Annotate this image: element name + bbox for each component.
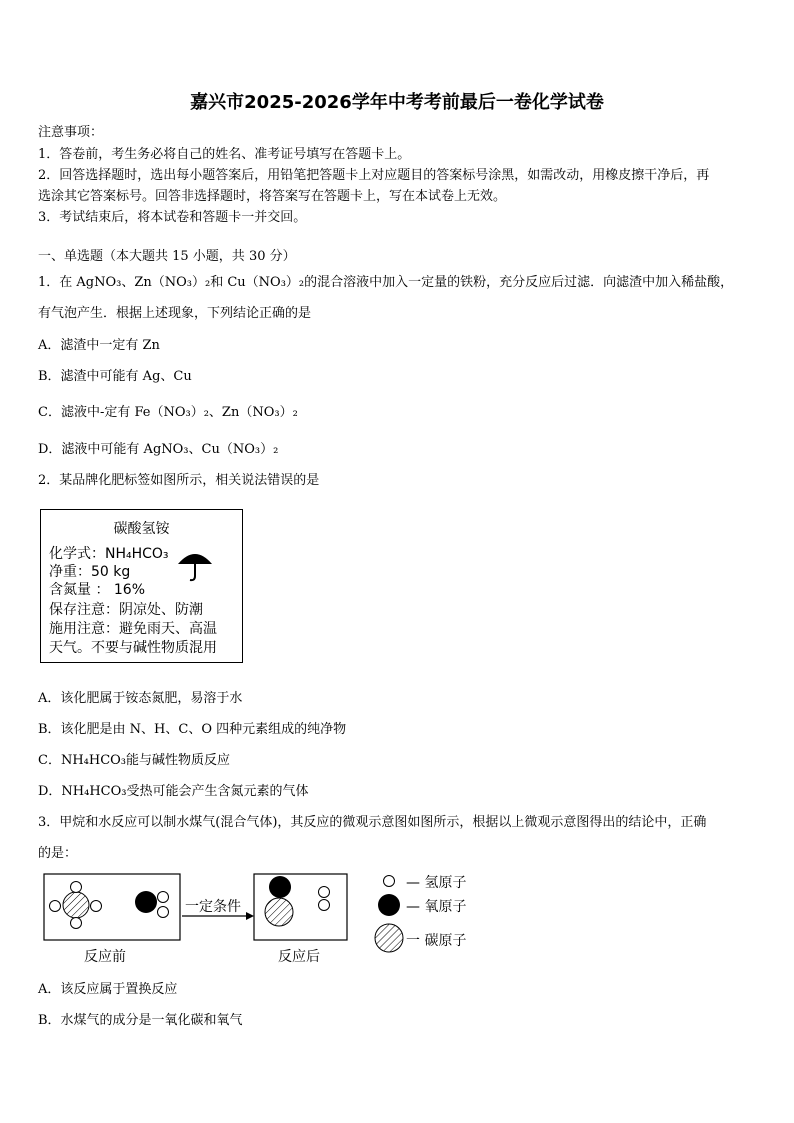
q1-stem-line1: 1．在 AgNO₃、Zn（NO₃）₂和 Cu（NO₃）₂的混合溶液中加入一定量的铁粉，充分反应后过滤．向滤渣中加入稀盐酸， bbox=[38, 275, 734, 290]
legend-oxygen bbox=[378, 894, 400, 916]
oxygen-atom bbox=[269, 876, 291, 898]
umbrella-icon bbox=[177, 550, 213, 582]
q1-option-c: C．滤液中-定有 Fe（NO₃）₂、Zn（NO₃）₂ bbox=[38, 405, 298, 420]
before-label: 反应前 bbox=[84, 949, 126, 965]
notice-item-1: 1．答卷前，考生务必将自己的姓名、准考证号填写在答题卡上。 bbox=[38, 147, 411, 162]
hydrogen-atom bbox=[319, 887, 330, 898]
condition-label: 一定条件 bbox=[185, 899, 241, 915]
q2-option-b: B．该化肥是由 N、H、C、O 四种元素组成的纯净物 bbox=[38, 722, 347, 737]
legend-oxygen-label: — 氧原子 bbox=[406, 899, 467, 915]
hydrogen-atom bbox=[71, 918, 82, 929]
q3-stem-line2: 的是： bbox=[38, 846, 78, 861]
notice-heading: 注意事项： bbox=[38, 125, 104, 140]
legend-hydrogen-label: — 氢原子 bbox=[406, 875, 467, 891]
notice-item-2-cont: 选涂其它答案标号。回答非选择题时，将答案写在答题卡上，写在本试卷上无效。 bbox=[38, 189, 507, 204]
hydrogen-atom bbox=[50, 901, 61, 912]
q1-stem-line2: 有气泡产生．根据上述现象，下列结论正确的是 bbox=[38, 306, 312, 321]
hydrogen-atom bbox=[91, 901, 102, 912]
hydrogen-atom bbox=[158, 892, 169, 903]
hydrogen-atom bbox=[319, 900, 330, 911]
oxygen-atom bbox=[135, 891, 157, 913]
notice-item-2: 2．回答选择题时，选出每小题答案后，用铅笔把答题卡上对应题目的答案标号涂黑，如需改动，用橡皮擦干净后，再 bbox=[38, 168, 710, 183]
q2-option-c: C．NH₄HCO₃能与碱性物质反应 bbox=[38, 753, 231, 768]
arrow-head bbox=[246, 912, 254, 920]
reaction-diagram bbox=[42, 868, 482, 968]
section-heading: 一、单选题（本大题共 15 小题，共 30 分） bbox=[38, 249, 296, 264]
q2-stem: 2．某品牌化肥标签如图所示，相关说法错误的是 bbox=[38, 473, 320, 488]
after-label: 反应后 bbox=[278, 949, 320, 965]
q2-option-a: A．该化肥属于铵态氮肥，易溶于水 bbox=[38, 691, 243, 706]
q1-option-d: D．滤液中可能有 AgNO₃、Cu（NO₃）₂ bbox=[38, 442, 279, 457]
label-title: 碳酸氢铵 bbox=[113, 521, 170, 537]
legend-carbon bbox=[375, 924, 403, 952]
label-storage: 保存注意：阴凉处、防潮 bbox=[49, 602, 203, 618]
page-title: 嘉兴市2025-2026学年中考考前最后一卷化学试卷 bbox=[190, 92, 604, 113]
notice-item-3: 3．考试结束后，将本试卷和答题卡一并交回。 bbox=[38, 210, 307, 225]
label-weight: 净重：50 kg bbox=[49, 564, 131, 580]
hydrogen-atom bbox=[71, 882, 82, 893]
q2-option-d: D．NH₄HCO₃受热可能会产生含氮元素的气体 bbox=[38, 784, 309, 799]
q3-option-a: A．该反应属于置换反应 bbox=[38, 982, 178, 997]
fertilizer-label bbox=[40, 509, 243, 663]
hydrogen-atom bbox=[158, 907, 169, 918]
q1-option-b: B．滤渣中可能有 Ag、Cu bbox=[38, 369, 192, 384]
label-nitrogen: 含氮量 ： 16% bbox=[49, 582, 146, 598]
q3-option-b: B．水煤气的成分是一氧化碳和氧气 bbox=[38, 1013, 243, 1028]
label-usage-2: 天气。不要与碱性物质混用 bbox=[49, 640, 217, 656]
carbon-atom bbox=[63, 892, 89, 918]
legend-carbon-label: 一 碳原子 bbox=[406, 933, 467, 949]
q1-option-a: A．滤渣中一定有 Zn bbox=[38, 338, 160, 353]
label-usage-1: 施用注意：避免雨天、高温 bbox=[49, 621, 217, 637]
label-formula: 化学式：NH₄HCO₃ bbox=[49, 546, 169, 562]
legend-hydrogen bbox=[384, 876, 395, 887]
carbon-atom bbox=[265, 898, 293, 926]
q3-stem-line1: 3．甲烷和水反应可以制水煤气(混合气体)，其反应的微观示意图如图所示，根据以上微观示意图得出的结论中，正确 bbox=[38, 815, 707, 830]
